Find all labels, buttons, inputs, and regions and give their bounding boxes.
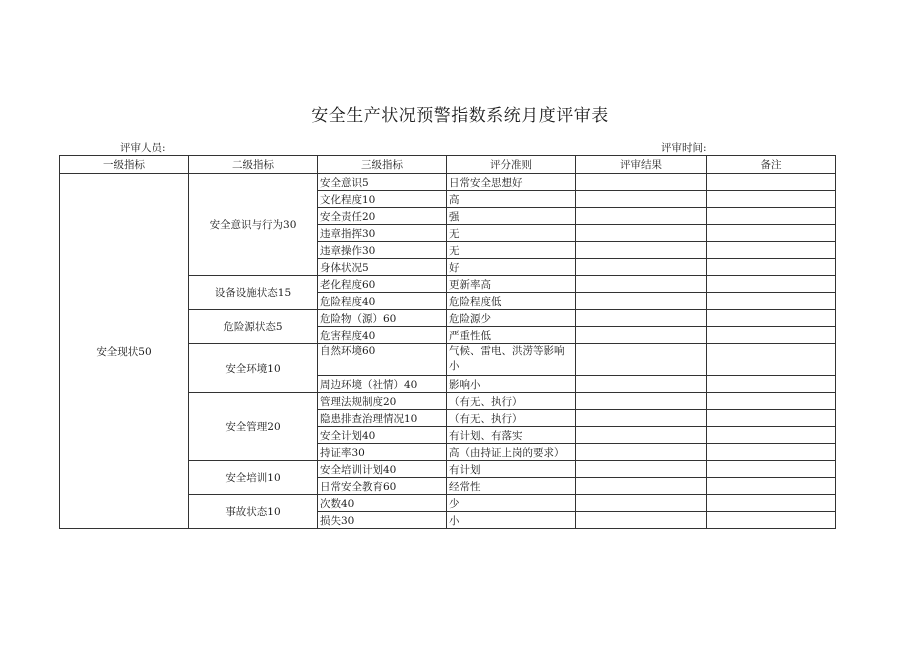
header-level1: 一级指标 <box>60 156 189 174</box>
level3-cell: 持证率30 <box>318 444 447 461</box>
result-cell[interactable] <box>576 310 707 327</box>
level3-cell: 危险物（源）60 <box>318 310 447 327</box>
criteria-cell: 小 <box>447 512 576 529</box>
criteria-cell: 严重性低 <box>447 327 576 344</box>
criteria-cell: 气候、雷电、洪涝等影响小 <box>447 344 576 376</box>
remarks-cell[interactable] <box>707 242 836 259</box>
level3-cell: 危害程度40 <box>318 327 447 344</box>
level2-cell: 设备设施状态15 <box>189 276 318 310</box>
result-cell[interactable] <box>576 461 707 478</box>
criteria-cell: 强 <box>447 208 576 225</box>
header-level2: 二级指标 <box>189 156 318 174</box>
remarks-cell[interactable] <box>707 512 836 529</box>
level3-cell: 隐患排查治理情况10 <box>318 410 447 427</box>
remarks-cell[interactable] <box>707 259 836 276</box>
result-cell[interactable] <box>576 410 707 427</box>
table-row <box>60 174 836 191</box>
remarks-cell[interactable] <box>707 293 836 310</box>
result-cell[interactable] <box>576 208 707 225</box>
result-cell[interactable] <box>576 174 707 191</box>
criteria-cell: 有计划 <box>447 461 576 478</box>
level1-cell: 安全现状50 <box>60 174 189 529</box>
level3-cell: 老化程度60 <box>318 276 447 293</box>
result-cell[interactable] <box>576 327 707 344</box>
criteria-cell: 好 <box>447 259 576 276</box>
level3-cell: 文化程度10 <box>318 191 447 208</box>
level3-cell: 危险程度40 <box>318 293 447 310</box>
result-cell[interactable] <box>576 225 707 242</box>
criteria-cell: 更新率高 <box>447 276 576 293</box>
header-criteria: 评分准则 <box>447 156 576 174</box>
criteria-cell: 危险源少 <box>447 310 576 327</box>
result-cell[interactable] <box>576 393 707 410</box>
level3-cell: 损失30 <box>318 512 447 529</box>
level3-cell: 日常安全教育60 <box>318 478 447 495</box>
level3-cell: 次数40 <box>318 495 447 512</box>
level3-cell: 安全计划40 <box>318 427 447 444</box>
remarks-cell[interactable] <box>707 310 836 327</box>
result-cell[interactable] <box>576 259 707 276</box>
level2-cell: 安全意识与行为30 <box>189 174 318 276</box>
remarks-cell[interactable] <box>707 444 836 461</box>
header-row <box>60 156 836 174</box>
remarks-cell[interactable] <box>707 461 836 478</box>
level3-cell: 身体状况5 <box>318 259 447 276</box>
review-table <box>59 155 836 529</box>
header-remarks: 备注 <box>707 156 836 174</box>
result-cell[interactable] <box>576 293 707 310</box>
criteria-cell: 无 <box>447 225 576 242</box>
result-cell[interactable] <box>576 344 707 376</box>
result-cell[interactable] <box>576 191 707 208</box>
remarks-cell[interactable] <box>707 344 836 376</box>
remarks-cell[interactable] <box>707 495 836 512</box>
result-cell[interactable] <box>576 444 707 461</box>
level2-cell: 安全培训10 <box>189 461 318 495</box>
result-cell[interactable] <box>576 478 707 495</box>
criteria-cell: 危险程度低 <box>447 293 576 310</box>
criteria-cell: 少 <box>447 495 576 512</box>
criteria-cell: 高 <box>447 191 576 208</box>
remarks-cell[interactable] <box>707 376 836 393</box>
level3-cell: 安全培训计划40 <box>318 461 447 478</box>
result-cell[interactable] <box>576 376 707 393</box>
criteria-cell: 经常性 <box>447 478 576 495</box>
remarks-cell[interactable] <box>707 174 836 191</box>
remarks-cell[interactable] <box>707 327 836 344</box>
header-result: 评审结果 <box>576 156 707 174</box>
criteria-cell: 日常安全思想好 <box>447 174 576 191</box>
result-cell[interactable] <box>576 512 707 529</box>
criteria-cell: 无 <box>447 242 576 259</box>
remarks-cell[interactable] <box>707 410 836 427</box>
criteria-cell: （有无、执行） <box>447 410 576 427</box>
reviewer-label: 评审人员: <box>120 142 166 154</box>
level3-cell: 违章指挥30 <box>318 225 447 242</box>
criteria-cell: 高（由持证上岗的要求） <box>447 444 576 461</box>
remarks-cell[interactable] <box>707 393 836 410</box>
result-cell[interactable] <box>576 276 707 293</box>
level3-cell: 自然环境60 <box>318 344 447 376</box>
level3-cell: 安全意识5 <box>318 174 447 191</box>
remarks-cell[interactable] <box>707 225 836 242</box>
header-level3: 三级指标 <box>318 156 447 174</box>
level3-cell: 管理法规制度20 <box>318 393 447 410</box>
criteria-cell: （有无、执行） <box>447 393 576 410</box>
result-cell[interactable] <box>576 242 707 259</box>
result-cell[interactable] <box>576 495 707 512</box>
remarks-cell[interactable] <box>707 478 836 495</box>
level3-cell: 周边环境（社情）40 <box>318 376 447 393</box>
page-title: 安全生产状况预警指数系统月度评审表 <box>311 106 609 126</box>
level2-cell: 安全环境10 <box>189 344 318 393</box>
level2-cell: 安全管理20 <box>189 393 318 461</box>
result-cell[interactable] <box>576 427 707 444</box>
criteria-cell: 影响小 <box>447 376 576 393</box>
remarks-cell[interactable] <box>707 427 836 444</box>
level3-cell: 安全责任20 <box>318 208 447 225</box>
level2-cell: 事故状态10 <box>189 495 318 529</box>
remarks-cell[interactable] <box>707 208 836 225</box>
remarks-cell[interactable] <box>707 276 836 293</box>
level2-cell: 危险源状态5 <box>189 310 318 344</box>
remarks-cell[interactable] <box>707 191 836 208</box>
criteria-cell: 有计划、有落实 <box>447 427 576 444</box>
level3-cell: 违章操作30 <box>318 242 447 259</box>
review-time-label: 评审时间: <box>661 142 707 154</box>
